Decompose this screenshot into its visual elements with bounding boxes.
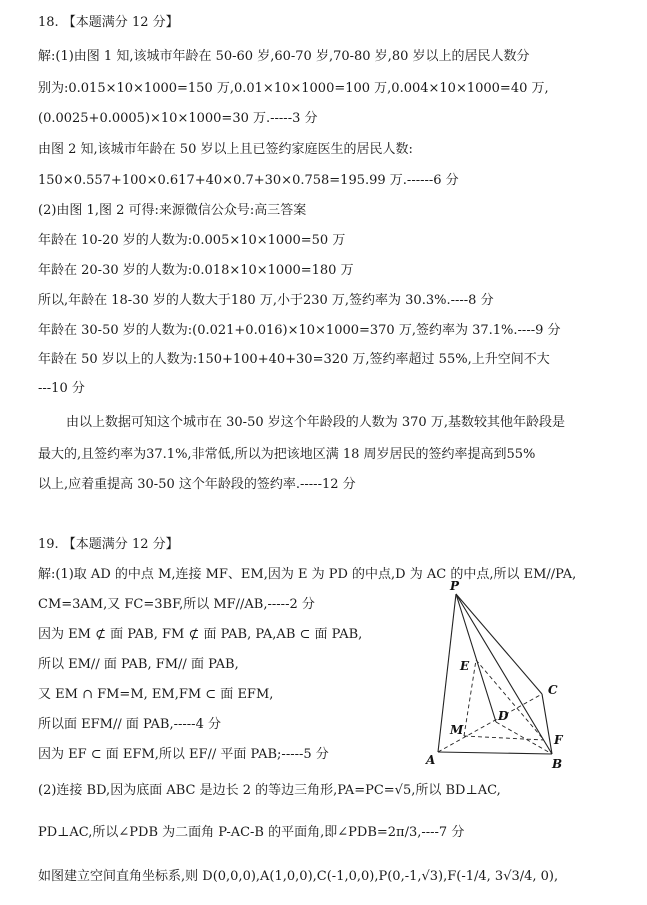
q19-heading: 19. 【本题满分 12 分】: [38, 537, 179, 552]
edge-EF: [476, 660, 544, 740]
q18-line-5: 150×0.557+100×0.617+40×0.7+30×0.758=195.99 万.------6 分: [38, 173, 459, 188]
pyramid-figure: [420, 580, 620, 770]
q19-line-7: 因为 EF ⊂ 面 EFM,所以 EF// 平面 PAB;-----5 分: [38, 747, 329, 762]
q19-line-6: 所以面 EFM// 面 PAB,-----4 分: [38, 717, 221, 732]
q19-line-5: 又 EM ∩ FM=M, EM,FM ⊂ 面 EFM,: [38, 687, 274, 702]
q19-line-2: CM=3AM,又 FC=3BF,所以 MF//AB,-----2 分: [38, 597, 315, 612]
q18-line-1: 解:(1)由图 1 知,该城市年龄在 50-60 岁,60-70 岁,70-80 岁,80 岁以上的居民人数分: [38, 49, 530, 64]
q18-line-12: ---10 分: [38, 381, 85, 396]
edge-PC: [456, 594, 542, 694]
q18-line-15: 以上,应着重提高 30-50 这个年龄段的签约率.-----12 分: [38, 477, 356, 492]
q18-line-13: 由以上数据可知这个城市在 30-50 岁这个年龄段的人数为 370 万,基数较其他年龄段是: [66, 415, 565, 430]
q18-line-11: 年龄在 50 岁以上的人数为:150+100+40+30=320 万,签约率超过 55%,上升空间不大: [38, 352, 550, 367]
label-M: M: [450, 723, 464, 737]
label-F: F: [554, 733, 563, 747]
label-E: E: [460, 659, 470, 673]
q18-line-4: 由图 2 知,该城市年龄在 50 岁以上且已签约家庭医生的居民人数:: [38, 142, 413, 157]
q18-heading: 18. 【本题满分 12 分】: [38, 15, 179, 30]
edge-AB: [438, 752, 552, 754]
q19-line-10: 如图建立空间直角坐标系,则 D(0,0,0),A(1,0,0),C(-1,0,0),P(0,-1,√3),F(-1/4, 3√3/4, 0),: [38, 869, 559, 884]
q19-line-1: 解:(1)取 AD 的中点 M,连接 MF、EM,因为 E 为 PD 的中点,D 为 AC 的中点,所以 EM//PA,: [38, 567, 577, 582]
q18-line-6: (2)由图 1,图 2 可得:来源微信公众号:高三答案: [38, 203, 307, 218]
label-A: A: [426, 753, 436, 767]
q18-line-7: 年龄在 10-20 岁的人数为:0.005×10×1000=50 万: [38, 233, 346, 248]
q18-line-9: 所以,年龄在 18-30 岁的人数大于180 万,小于230 万,签约率为 30.3%.----8 分: [38, 293, 494, 308]
q18-line-3: (0.0025+0.0005)×10×1000=30 万.-----3 分: [38, 111, 318, 126]
q18-line-8: 年龄在 20-30 岁的人数为:0.018×10×1000=180 万: [38, 263, 354, 278]
label-B: B: [552, 757, 563, 770]
q18-line-14: 最大的,且签约率为37.1%,非常低,所以为把该地区满 18 周岁居民的签约率提高到55%: [38, 447, 536, 462]
edge-DB: [496, 722, 552, 754]
q19-line-8: (2)连接 BD,因为底面 ABC 是边长 2 的等边三角形,PA=PC=√5,所以 BD⊥AC,: [38, 783, 501, 798]
label-D: D: [498, 709, 509, 723]
edge-PB: [456, 594, 552, 754]
edge-PD: [456, 594, 496, 722]
edge-MF: [464, 736, 544, 740]
q19-line-4: 所以 EM// 面 PAB, FM// 面 PAB,: [38, 657, 239, 672]
label-C: C: [548, 683, 558, 697]
q19-line-3: 因为 EM ⊄ 面 PAB, FM ⊄ 面 PAB, PA,AB ⊂ 面 PAB,: [38, 627, 363, 642]
q18-line-10: 年龄在 30-50 岁的人数为:(0.021+0.016)×10×1000=370 万,签约率为 37.1%.----9 分: [38, 323, 561, 338]
q19-line-9: PD⊥AC,所以∠PDB 为二面角 P-AC-B 的平面角,即∠PDB=2π/3,----7 分: [38, 825, 465, 840]
label-P: P: [450, 580, 460, 593]
q18-line-2: 别为:0.015×10×1000=150 万,0.01×10×1000=100 万,0.004×10×1000=40 万,: [38, 81, 549, 96]
